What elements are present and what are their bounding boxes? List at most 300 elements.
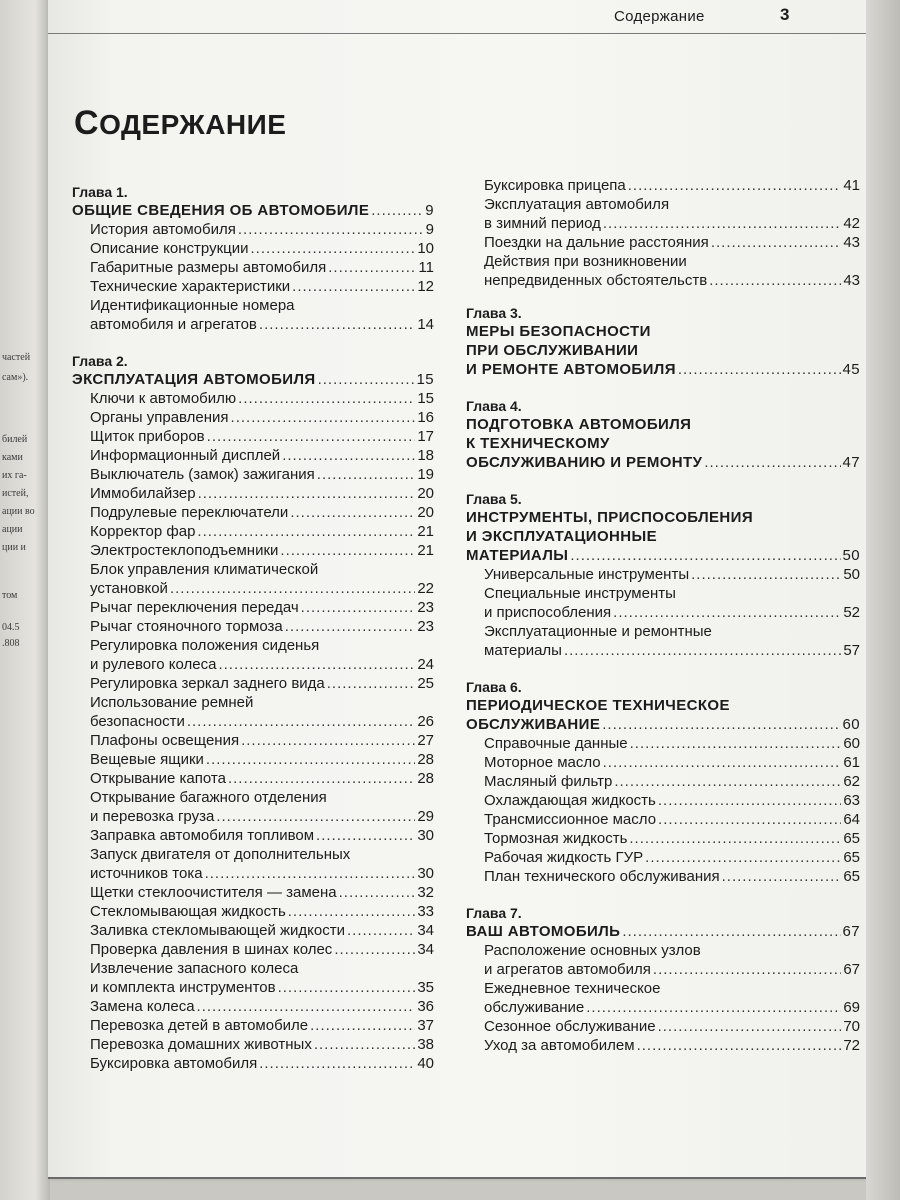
toc-entry-row[interactable]: [90, 902, 434, 921]
chapter-label: Глава 1.: [72, 184, 128, 200]
chapter-entry-label: И РЕМОНТЕ АВТОМОБИЛЯ: [466, 361, 676, 378]
toc-entry-row[interactable]: [90, 940, 434, 959]
toc-entry[interactable]: [466, 829, 860, 848]
toc-entry-row[interactable]: [484, 810, 860, 829]
toc-entry-row-label: Тормозная жидкость: [484, 830, 628, 847]
page-title-initial: С: [74, 104, 100, 142]
toc-entry-row-page: 26: [417, 713, 434, 730]
dot-leader: [285, 617, 416, 636]
dot-leader: [251, 239, 416, 258]
page-bottom-edge: [48, 1177, 866, 1179]
toc-entry[interactable]: [466, 176, 860, 195]
toc-entry-row-label: автомобиля и агрегатов: [90, 316, 257, 333]
toc-entry[interactable]: [466, 233, 860, 252]
toc-entry-row[interactable]: [90, 1035, 434, 1054]
toc-entry-row-label: Моторное масло: [484, 754, 601, 771]
toc-entry[interactable]: [466, 584, 860, 622]
toc-entry-row-label: Вещевые ящики: [90, 751, 204, 768]
toc-entry-row[interactable]: [484, 641, 860, 660]
toc-entry-row-page: 27: [417, 732, 434, 749]
toc-entry-row-page: 11: [418, 259, 434, 276]
toc-entry-row-label: Перевозка домашних животных: [90, 1036, 312, 1053]
toc-entry-row[interactable]: [90, 674, 434, 693]
toc-entry-row-label: Выключатель (замок) зажигания: [90, 466, 315, 483]
toc-entry[interactable]: [72, 1016, 434, 1035]
toc-entry-row[interactable]: [90, 750, 434, 769]
toc-entry-row-label: Буксировка автомобиля: [90, 1055, 258, 1072]
toc-entry[interactable]: [72, 239, 434, 258]
toc-entry[interactable]: [466, 772, 860, 791]
page-number: 3: [780, 5, 790, 24]
toc-entry[interactable]: [72, 674, 434, 693]
toc-entry-row-page: 62: [843, 773, 860, 790]
toc-entry-row-label: Рычаг переключения передач: [90, 599, 299, 616]
dot-leader: [570, 546, 840, 565]
toc-entry[interactable]: [466, 867, 860, 886]
facing-page-fragment: ации: [2, 524, 23, 535]
toc-entry[interactable]: [72, 769, 434, 788]
toc-entry-row-page: 29: [417, 808, 434, 825]
dot-leader: [205, 864, 416, 883]
toc-entry-row-label: Органы управления: [90, 409, 229, 426]
toc-entry[interactable]: [466, 252, 860, 290]
toc-entry-row-page: 65: [843, 868, 860, 885]
toc-entry-line: Регулировка положения сиденья: [90, 637, 320, 654]
toc-entry-row[interactable]: [90, 883, 434, 902]
facing-page-fragment: сам»).: [2, 372, 29, 383]
dot-leader: [678, 360, 841, 379]
chapter-section: [466, 176, 860, 290]
toc-entry-row-label: Ключи к автомобилю: [90, 390, 237, 407]
toc-entry[interactable]: [72, 427, 434, 446]
section-gap: [466, 472, 860, 490]
toc-entry-row-page: 14: [417, 316, 434, 333]
dot-leader: [218, 655, 415, 674]
dot-leader: [290, 503, 415, 522]
toc-entry-line: Использование ремней: [90, 694, 254, 711]
toc-entry-row-label: Поездки на дальние расстояния: [484, 234, 709, 251]
toc-entry-row-page: 67: [843, 961, 860, 978]
chapter-entry[interactable]: [466, 453, 860, 472]
toc-entry-row[interactable]: [90, 598, 434, 617]
toc-entry-row-page: 17: [417, 428, 434, 445]
dot-leader: [280, 541, 415, 560]
section-gap: [466, 290, 860, 304]
toc-entry-row-label: и рулевого колеса: [90, 656, 217, 673]
chapter-entry[interactable]: [72, 370, 434, 389]
toc-entry-row[interactable]: [484, 791, 860, 810]
chapter-entry[interactable]: [466, 922, 860, 941]
toc-entry-row[interactable]: [90, 864, 434, 883]
toc-entry-row-page: 72: [843, 1037, 860, 1054]
toc-entry-row[interactable]: [90, 769, 434, 788]
toc-entry-row-label: установкой: [90, 580, 168, 597]
toc-entry[interactable]: [72, 617, 434, 636]
toc-entry-row-label: Уход за автомобилем: [484, 1037, 635, 1054]
toc-entry-row[interactable]: [484, 565, 860, 584]
dot-leader: [645, 848, 841, 867]
dot-leader: [334, 940, 415, 959]
toc-entry-row[interactable]: [90, 315, 434, 334]
toc-entry[interactable]: [72, 940, 434, 959]
toc-entry-row[interactable]: [90, 997, 434, 1016]
toc-entry-row-page: 28: [417, 751, 434, 768]
toc-entry-row[interactable]: [484, 233, 860, 252]
toc-entry[interactable]: [466, 622, 860, 660]
chapter-label: Глава 7.: [466, 905, 522, 921]
toc-entry[interactable]: [72, 296, 434, 334]
toc-entry-row-page: 69: [843, 999, 860, 1016]
toc-entry[interactable]: [466, 565, 860, 584]
chapter-entry-label: ОБСЛУЖИВАНИЕ: [466, 716, 601, 733]
toc-entry[interactable]: [72, 408, 434, 427]
toc-column-right: [466, 176, 860, 1055]
toc-entry[interactable]: [72, 731, 434, 750]
toc-entry-row[interactable]: [90, 1054, 434, 1073]
toc-entry-row-page: 65: [843, 849, 860, 866]
chapter-entry-label: МАТЕРИАЛЫ: [466, 547, 569, 564]
toc-entry-row-page: 35: [417, 979, 434, 996]
toc-entry-row-page: 41: [843, 177, 860, 194]
toc-entry-row[interactable]: [90, 277, 434, 296]
toc-entry-row-label: Щетки стеклоочистителя — замена: [90, 884, 337, 901]
toc-entry[interactable]: [72, 389, 434, 408]
dot-leader: [371, 201, 423, 220]
toc-entry[interactable]: [466, 753, 860, 772]
toc-entry-line: Специальные инструменты: [484, 585, 676, 602]
toc-entry[interactable]: [72, 258, 434, 277]
toc-entry-row[interactable]: [90, 427, 434, 446]
toc-entry-row-label: и приспособления: [484, 604, 612, 621]
toc-entry-row-page: 21: [417, 542, 434, 559]
toc-entry-row[interactable]: [90, 655, 434, 674]
dot-leader: [316, 826, 415, 845]
toc-entry-row-label: Заливка стекломывающей жидкости: [90, 922, 345, 939]
toc-entry-row-label: Плафоны освещения: [90, 732, 240, 749]
toc-entry[interactable]: [72, 446, 434, 465]
toc-entry-row-page: 28: [417, 770, 434, 787]
toc-entry[interactable]: [466, 1036, 860, 1055]
dot-leader: [614, 772, 841, 791]
chapter-section: [466, 490, 860, 660]
toc-entry-row-label: Описание конструкции: [90, 240, 249, 257]
toc-entry-row[interactable]: [484, 753, 860, 772]
chapter-title-line: И ЭКСПЛУАТАЦИОННЫЕ: [466, 528, 658, 545]
toc-entry-row-page: 20: [417, 504, 434, 521]
toc-entry-row[interactable]: [90, 522, 434, 541]
toc-entry-row[interactable]: [484, 603, 860, 622]
toc-entry-row-label: План технического обслуживания: [484, 868, 720, 885]
toc-entry-row[interactable]: [90, 826, 434, 845]
toc-entry-row[interactable]: [90, 465, 434, 484]
toc-entry-row-page: 37: [417, 1017, 434, 1034]
toc-entry[interactable]: [72, 693, 434, 731]
toc-entry-row-label: Сезонное обслуживание: [484, 1018, 656, 1035]
toc-entry-row-page: 70: [843, 1018, 860, 1035]
page-title: [74, 104, 286, 143]
dot-leader: [629, 829, 841, 848]
toc-entry-row-page: 9: [425, 221, 434, 238]
dot-leader: [238, 220, 424, 239]
toc-entry[interactable]: [72, 541, 434, 560]
toc-entry-line: Извлечение запасного колеса: [90, 960, 299, 977]
toc-entry-row-page: 15: [417, 390, 434, 407]
toc-entry-row-label: Щиток приборов: [90, 428, 205, 445]
dot-leader: [228, 769, 415, 788]
toc-entry-row-label: История автомобиля: [90, 221, 236, 238]
toc-entry-row[interactable]: [90, 220, 434, 239]
toc-entry-row-label: безопасности: [90, 713, 185, 730]
chapter-entry-label: ОБЩИЕ СВЕДЕНИЯ ОБ АВТОМОБИЛЕ: [72, 202, 370, 219]
toc-entry-row[interactable]: [90, 1016, 434, 1035]
toc-entry-row[interactable]: [90, 978, 434, 997]
toc-entry-row-label: Рычаг стояночного тормоза: [90, 618, 283, 635]
dot-leader: [198, 484, 416, 503]
toc-entry[interactable]: [72, 788, 434, 826]
toc-entry-row[interactable]: [484, 848, 860, 867]
toc-entry-row-label: Иммобилайзер: [90, 485, 196, 502]
toc-entry-row-label: Регулировка зеркал заднего вида: [90, 675, 325, 692]
facing-page-fragment: их га-: [2, 470, 27, 481]
chapter-entry-page: 60: [842, 716, 860, 733]
chapter-title-line: ПРИ ОБСЛУЖИВАНИИ: [466, 342, 639, 359]
chapter-entry-page: 45: [842, 361, 860, 378]
dot-leader: [691, 565, 841, 584]
toc-entry-row-page: 64: [843, 811, 860, 828]
toc-entry-row[interactable]: [90, 484, 434, 503]
toc-entry-row-label: Заправка автомобиля топливом: [90, 827, 315, 844]
toc-entry[interactable]: [466, 810, 860, 829]
chapter-entry-page: 50: [842, 547, 860, 564]
chapter-entry-label: ВАШ АВТОМОБИЛЬ: [466, 923, 621, 940]
toc-entry-line: Открывание багажного отделения: [90, 789, 327, 806]
toc-entry-row[interactable]: [484, 1036, 860, 1055]
toc-entry[interactable]: [72, 277, 434, 296]
chapter-entry-label: ОБСЛУЖИВАНИЮ И РЕМОНТУ: [466, 454, 703, 471]
dot-leader: [637, 1036, 842, 1055]
chapter-label: Глава 6.: [466, 679, 522, 695]
chapter-entry[interactable]: [466, 546, 860, 565]
facing-page-fragment: 04.5: [2, 622, 20, 633]
facing-page-fragment: том: [2, 590, 18, 601]
toc-entry[interactable]: [72, 750, 434, 769]
dot-leader: [197, 522, 415, 541]
toc-entry[interactable]: [72, 465, 434, 484]
toc-entry-row[interactable]: [90, 731, 434, 750]
toc-entry[interactable]: [72, 503, 434, 522]
toc-entry-row-label: Подрулевые переключатели: [90, 504, 289, 521]
toc-entry[interactable]: [72, 220, 434, 239]
toc-entry[interactable]: [72, 921, 434, 940]
toc-entry-row[interactable]: [484, 734, 860, 753]
chapter-section: [466, 678, 860, 886]
dot-leader: [613, 603, 841, 622]
dot-leader: [339, 883, 416, 902]
dot-leader: [231, 408, 416, 427]
toc-entry[interactable]: [72, 636, 434, 674]
toc-entry-row-page: 43: [843, 234, 860, 251]
chapter-entry-page: 47: [842, 454, 860, 471]
chapter-entry-label: ЭКСПЛУАТАЦИЯ АВТОМОБИЛЯ: [72, 371, 316, 388]
toc-entry-row[interactable]: [484, 1017, 860, 1036]
toc-entry-row[interactable]: [484, 867, 860, 886]
dot-leader: [564, 641, 841, 660]
page-stack-edge: [866, 0, 900, 1200]
toc-entry-row[interactable]: [484, 271, 860, 290]
toc-entry-row-page: 24: [417, 656, 434, 673]
chapter-entry[interactable]: [466, 360, 860, 379]
dot-leader: [216, 807, 415, 826]
toc-entry-row[interactable]: [484, 772, 860, 791]
toc-entry-row-label: Трансмиссионное масло: [484, 811, 657, 828]
toc-entry-row-label: обслуживание: [484, 999, 585, 1016]
toc-entry-row[interactable]: [90, 446, 434, 465]
toc-entry[interactable]: [72, 959, 434, 997]
toc-entry[interactable]: [72, 902, 434, 921]
toc-entry-row-page: 65: [843, 830, 860, 847]
dot-leader: [328, 258, 416, 277]
toc-entry[interactable]: [466, 848, 860, 867]
toc-entry-row-page: 16: [417, 409, 434, 426]
chapter-label: Глава 4.: [466, 398, 522, 414]
toc-entry[interactable]: [466, 734, 860, 753]
dot-leader: [630, 734, 842, 753]
toc-entry-row-page: 40: [417, 1055, 434, 1072]
chapter-entry-page: 15: [416, 371, 434, 388]
chapter-entry[interactable]: [466, 715, 860, 734]
chapter-title-line: ПОДГОТОВКА АВТОМОБИЛЯ: [466, 416, 692, 433]
toc-entry-row-page: 23: [417, 599, 434, 616]
facing-page-fragment: частей: [2, 352, 31, 363]
toc-entry-row[interactable]: [90, 712, 434, 731]
dot-leader: [238, 389, 415, 408]
toc-entry[interactable]: [72, 1054, 434, 1073]
toc-entry-row[interactable]: [484, 214, 860, 233]
toc-entry-row-page: 30: [417, 827, 434, 844]
toc-entry-row-page: 52: [843, 604, 860, 621]
toc-entry-row-label: Масляный фильтр: [484, 773, 613, 790]
toc-entry-row[interactable]: [90, 389, 434, 408]
chapter-entry-page: 67: [842, 923, 860, 940]
dot-leader: [318, 370, 415, 389]
toc-entry[interactable]: [72, 522, 434, 541]
toc-entry[interactable]: [72, 560, 434, 598]
toc-entry-row-label: и перевозка груза: [90, 808, 215, 825]
toc-entry-row[interactable]: [484, 176, 860, 195]
toc-entry[interactable]: [72, 1035, 434, 1054]
toc-entry-row-page: 20: [417, 485, 434, 502]
toc-entry-row-page: 42: [843, 215, 860, 232]
toc-entry-row-label: Стекломывающая жидкость: [90, 903, 286, 920]
toc-entry[interactable]: [466, 791, 860, 810]
toc-entry-row[interactable]: [484, 960, 860, 979]
toc-entry-row[interactable]: [484, 998, 860, 1017]
dot-leader: [586, 998, 841, 1017]
toc-entry[interactable]: [72, 826, 434, 845]
chapter-section: [466, 904, 860, 1055]
toc-entry-line: Идентификационные номера: [90, 297, 295, 314]
toc-entry-row-page: 32: [417, 884, 434, 901]
toc-entry-row[interactable]: [90, 503, 434, 522]
chapter-label: Глава 3.: [466, 305, 522, 321]
toc-entry-line: Запуск двигателя от дополнительных: [90, 846, 351, 863]
toc-entry-row-page: 21: [417, 523, 434, 540]
dot-leader: [317, 465, 416, 484]
toc-entry-row-page: 30: [417, 865, 434, 882]
toc-entry[interactable]: [72, 997, 434, 1016]
toc-entry-line: Эксплуатационные и ремонтные: [484, 623, 712, 640]
facing-page-fragment: билей: [2, 434, 28, 445]
chapter-label: Глава 2.: [72, 353, 128, 369]
toc-entry-row-label: Проверка давления в шинах колес: [90, 941, 333, 958]
toc-entry-row[interactable]: [90, 258, 434, 277]
toc-entry-row-page: 19: [417, 466, 434, 483]
chapter-section: [466, 397, 860, 472]
facing-page-fragment: ками: [2, 452, 23, 463]
toc-entry[interactable]: [72, 883, 434, 902]
toc-entry-row-page: 23: [417, 618, 434, 635]
chapter-title-line: ПЕРИОДИЧЕСКОЕ ТЕХНИЧЕСКОЕ: [466, 697, 730, 714]
dot-leader: [206, 750, 415, 769]
chapter-title-line: МЕРЫ БЕЗОПАСНОСТИ: [466, 323, 651, 340]
toc-entry-line: Ежедневное техническое: [484, 980, 661, 997]
dot-leader: [327, 674, 416, 693]
toc-entry-row-label: материалы: [484, 642, 562, 659]
toc-entry-row-page: 60: [843, 735, 860, 752]
toc-entry-row-label: Электростеклоподъемники: [90, 542, 279, 559]
toc-entry[interactable]: [466, 195, 860, 233]
dot-leader: [282, 446, 415, 465]
chapter-section: [466, 304, 860, 379]
toc-entry-row-label: Замена колеса: [90, 998, 195, 1015]
chapter-title-line: К ТЕХНИЧЕСКОМУ: [466, 435, 610, 452]
toc-entry-row[interactable]: [90, 921, 434, 940]
toc-entry-row-page: 34: [417, 941, 434, 958]
toc-entry-row[interactable]: [90, 579, 434, 598]
facing-page-fragment: ации во: [2, 506, 35, 517]
toc-entry[interactable]: [72, 845, 434, 883]
toc-entry-row[interactable]: [484, 829, 860, 848]
toc-entry[interactable]: [72, 598, 434, 617]
dot-leader: [278, 978, 416, 997]
toc-entry-row[interactable]: [90, 807, 434, 826]
toc-entry[interactable]: [466, 1017, 860, 1036]
toc-entry-line: Эксплуатация автомобиля: [484, 196, 670, 213]
dot-leader: [187, 712, 415, 731]
toc-entry-row-page: 63: [843, 792, 860, 809]
dot-leader: [197, 997, 416, 1016]
chapter-entry[interactable]: [72, 201, 434, 220]
toc-entry[interactable]: [466, 941, 860, 979]
toc-entry-row[interactable]: [90, 408, 434, 427]
dot-leader: [658, 810, 841, 829]
dot-leader: [658, 1017, 842, 1036]
dot-leader: [292, 277, 415, 296]
toc-entry[interactable]: [72, 484, 434, 503]
dot-leader: [314, 1035, 415, 1054]
toc-entry-row[interactable]: [90, 541, 434, 560]
toc-entry-row-label: Технические характеристики: [90, 278, 291, 295]
toc-entry-row-label: источников тока: [90, 865, 203, 882]
facing-page-edge: [0, 0, 50, 1200]
toc-entry-row[interactable]: [90, 617, 434, 636]
toc-entry-row[interactable]: [90, 239, 434, 258]
toc-entry-line: Действия при возникновении: [484, 253, 687, 270]
toc-entry-row-label: Перевозка детей в автомобиле: [90, 1017, 309, 1034]
toc-entry-row-page: 33: [417, 903, 434, 920]
toc-entry[interactable]: [466, 979, 860, 1017]
dot-leader: [288, 902, 416, 921]
